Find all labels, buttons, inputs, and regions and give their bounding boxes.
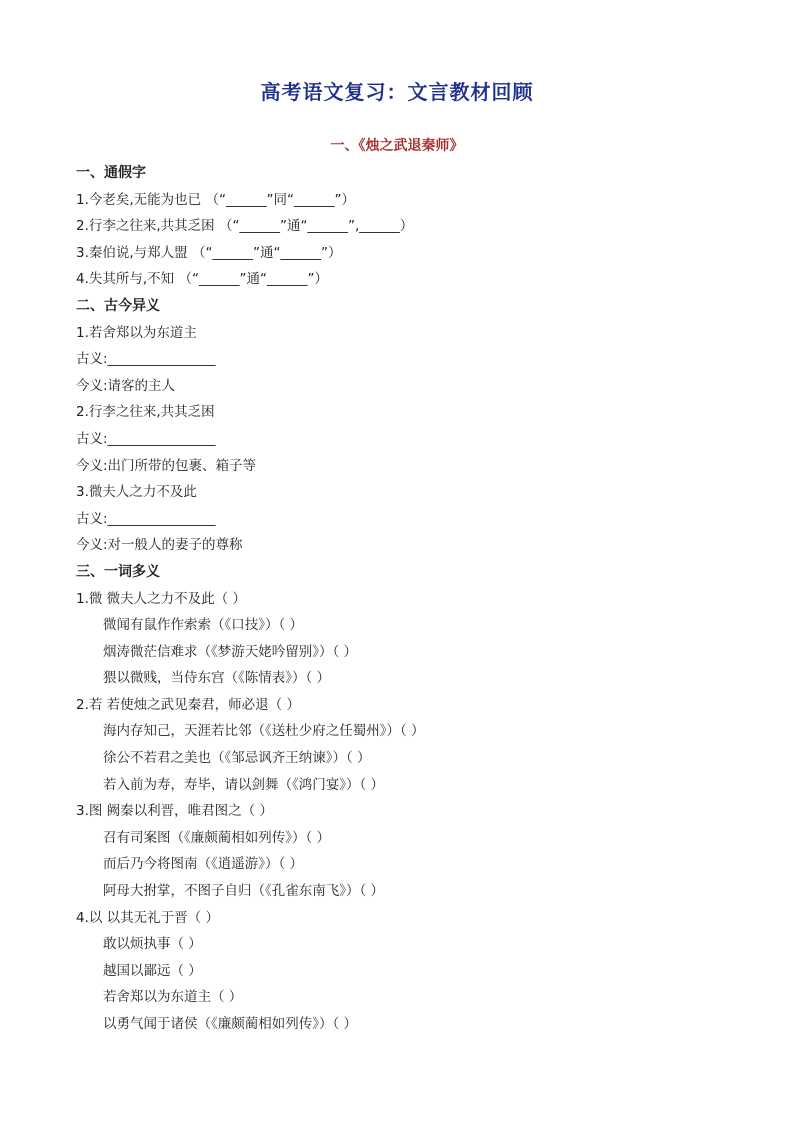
exercise-line: 古义:________________ [76,351,216,368]
exercise-line: 1.若舍郑以为东道主 [76,324,197,341]
exercise-subline: 阿母大拊掌，不图子自归（《孔雀东南飞》）（ ） [103,883,385,900]
exercise-line: 3.秦伯说,与郑人盟 （“______”通“______”） [76,244,342,261]
exercise-subline: 召有司案图（《廉颇蔺相如列传》）（ ） [103,829,331,846]
exercise-line: 1.微 微夫人之力不及此（ ） [76,590,246,607]
exercise-line: 今义:对一般人的妻子的尊称 [76,537,243,554]
exercise-line: 古义:________________ [76,430,216,447]
exercise-line: 今义:出门所带的包裹、箱子等 [76,457,257,474]
exercise-line: 4.失其所与,不知 （“______”通“______”） [76,271,328,288]
exercise-line: 2.若 若使烛之武见秦君，师必退（ ） [76,696,300,713]
exercise-subline: 以勇气闻于诸侯（《廉颇蔺相如列传》）（ ） [103,1016,358,1032]
document-body [76,160,736,1038]
exercise-line: 3.图 阙秦以利晋，唯君图之（ ） [76,803,273,820]
exercise-line: 3.微夫人之力不及此 [76,484,197,501]
exercise-subline: 烟涛微茫信难求（《梦游天姥吟留别》）（ ） [103,643,358,660]
document-title: 高考语文复习：文言教材回顾 [260,80,534,104]
exercise-line: 2.行李之往来,共其乏困 （“______”通“______”,______） [76,218,414,235]
exercise-subline: 徐公不若君之美也（《邹忌讽齐王纳谏》）（ ） [103,750,371,767]
exercise-line: 2.行李之往来,共其乏困 [76,404,215,421]
exercise-subline: 猥以微贱，当侍东宫（《陈情表》）（ ） [103,670,331,687]
exercise-subline: 微闻有鼠作作索索（《口技》）（ ） [103,617,304,634]
heading-gujinyiyi: 二、古今异义 [76,297,160,314]
exercise-line: 今义:请客的主人 [76,377,176,394]
heading-yiciduoyi: 三、一词多义 [76,563,160,580]
section-title: 一、《烛之武退秦师》 [330,138,464,154]
exercise-subline: 若入前为寿，寿毕，请以剑舞（《鸿门宴》）（ ） [103,776,385,793]
heading-tongjiazi: 一、通假字 [76,165,146,181]
exercise-subline: 若舍郑以为东道主（ ） [103,989,243,1006]
exercise-line: 4.以 以其无礼于晋（ ） [76,909,219,926]
exercise-line: 1.今老矣,无能为也已 （“______”同“______”） [76,191,355,208]
exercise-subline: 敢以烦执事（ ） [103,936,202,953]
exercise-subline: 而后乃今将图南（《逍遥游》）（ ） [103,856,304,873]
exercise-subline: 海内存知己，天涯若比邻（《送杜少府之任蜀州》）（ ） [103,723,425,740]
exercise-subline: 越国以鄙远（ ） [103,962,202,979]
exercise-line: 古义:________________ [76,510,216,527]
